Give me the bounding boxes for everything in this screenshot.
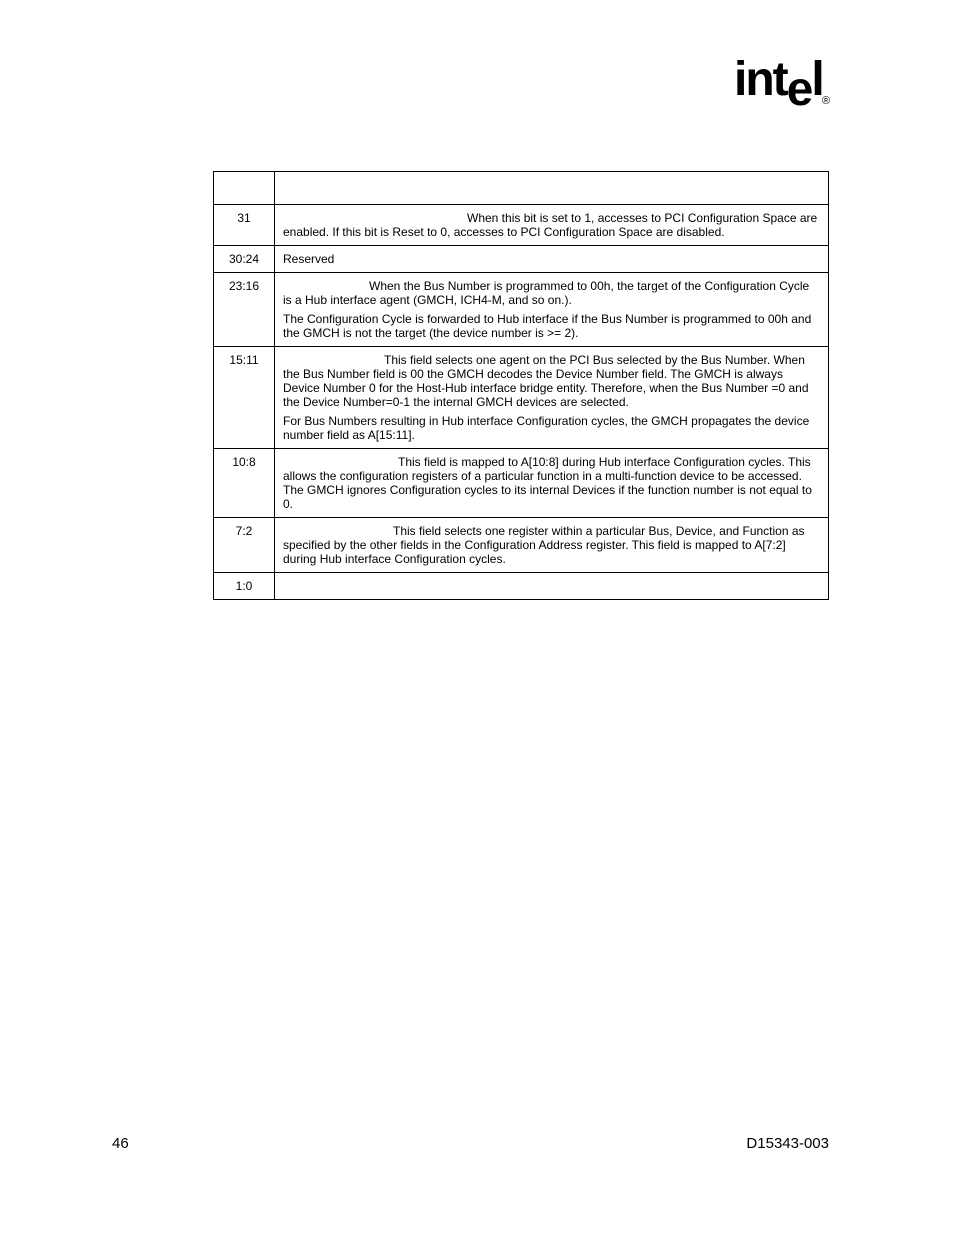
bit-range-cell: 1:0: [214, 573, 275, 600]
description-paragraph: For Bus Numbers resulting in Hub interface Configuration cycles, the GMCH propagates the device number field as A[15:11].: [283, 414, 810, 442]
table-row: [214, 347, 829, 449]
description-cell: [275, 205, 829, 246]
table-row: [214, 573, 829, 600]
header-description-cell: [275, 172, 829, 205]
table-header-row: [214, 172, 829, 205]
header-bit-cell: [214, 172, 275, 205]
table-row: [214, 205, 829, 246]
register-table-body: [214, 172, 829, 600]
description-cell: [275, 347, 829, 449]
registered-mark: ®: [822, 95, 831, 107]
description-paragraph: This field selects one register within a particular Bus, Device, and Function as specified by the other fields in the Configuration Address register. This field is mapped to A[7:2] during Hub interface Configuration cycles.: [283, 524, 805, 566]
description-paragraph: When this bit is set to 1, accesses to PCI Configuration Space are enabled. If this bit is Reset to 0, accesses to PCI Configuration Space are disabled.: [283, 211, 818, 239]
description-cell: [275, 449, 829, 518]
bit-range-cell: 15:11: [214, 347, 275, 449]
description-paragraph: This field is mapped to A[10:8] during Hub interface Configuration cycles. This allows the configuration registers of a particular function in a multi-function device to be accessed. The GMCH ignores Configuration cycles to its internal Devices if the function number is not equal to 0.: [283, 455, 812, 511]
description-cell: [275, 246, 829, 273]
document-id: D15343-003: [746, 1135, 829, 1152]
bit-range-cell: 7:2: [214, 518, 275, 573]
bit-range-cell: 31: [214, 205, 275, 246]
bit-range-cell: 10:8: [214, 449, 275, 518]
page-number: 46: [112, 1135, 129, 1152]
description-cell: [275, 573, 829, 600]
bit-range-cell: 23:16: [214, 273, 275, 347]
logo-text-int: int: [734, 53, 787, 106]
table-row: [214, 246, 829, 273]
logo-text-l: l: [811, 53, 823, 106]
description-paragraph: The Configuration Cycle is forwarded to Hub interface if the Bus Number is programmed to 00h and the GMCH is not the target (the device number is >= 2).: [283, 312, 812, 340]
intel-logo: [734, 53, 831, 116]
register-bit-table: [213, 171, 829, 600]
description-paragraph: When the Bus Number is programmed to 00h, the target of the Configuration Cycle is a Hub interface agent (GMCH, ICH4-M, and so on.).: [283, 279, 810, 307]
table-row: [214, 449, 829, 518]
description-paragraph: Reserved: [283, 252, 335, 266]
logo-text-e: e: [786, 63, 812, 116]
table-row: [214, 518, 829, 573]
description-cell: [275, 518, 829, 573]
table-row: [214, 273, 829, 347]
bit-range-cell: 30:24: [214, 246, 275, 273]
description-paragraph: This field selects one agent on the PCI Bus selected by the Bus Number. When the Bus Number field is 00 the GMCH decodes the Device Number field. The GMCH is always Device Number 0 for the Host-Hub interface bridge entity. Therefore, when the Bus Number =0 and the Device Number=0-1 the internal GMCH devices are selected.: [283, 353, 809, 409]
description-cell: [275, 273, 829, 347]
